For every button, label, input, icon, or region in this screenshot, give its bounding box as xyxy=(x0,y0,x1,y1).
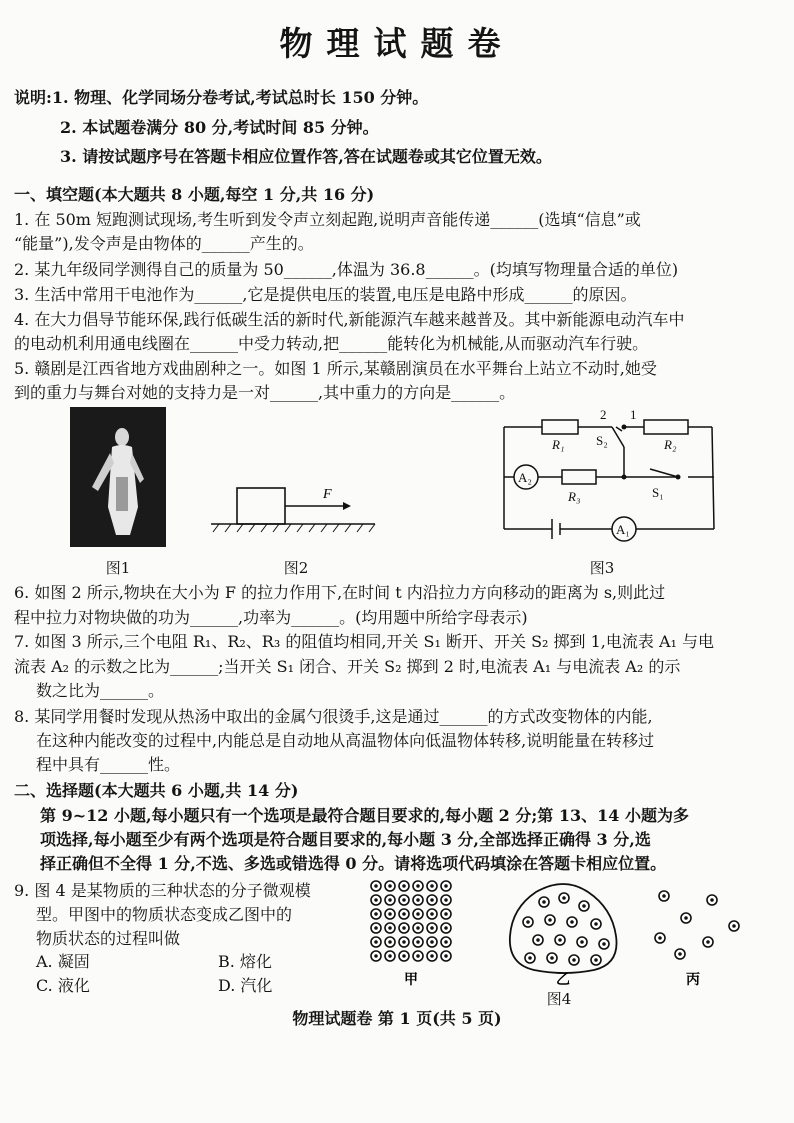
molecule-core xyxy=(526,920,530,924)
q6-line1: 6. 如图 2 所示,物块在大小为 F 的拉力作用下,在时间 t 内沿拉力方向移动的距离为 s,则此过 xyxy=(14,583,666,602)
figure-3-circuit xyxy=(492,405,728,550)
svg-text:R₂: R₂ xyxy=(664,437,677,452)
molecule-core xyxy=(594,958,598,962)
q5-line1: 5. 赣剧是江西省地方戏曲剧种之一。如图 1 所示,某赣剧演员在水平舞台上站立不动时,她受 xyxy=(14,359,657,378)
molecule-core xyxy=(444,954,448,958)
molecule-core xyxy=(374,954,378,958)
svg-text:R₁: R₁ xyxy=(552,437,565,452)
molecule-core xyxy=(444,912,448,916)
q8-line2: 在这种内能改变的过程中,内能总是自动地从高温物体向低温物体转移,说明能量在转移过 xyxy=(36,731,655,750)
q1-line1: 1. 在 50m 短跑测试现场,考生听到发令声立刻起跑,说明声音能传递______(选填“信息”或 xyxy=(14,210,641,229)
molecule-core xyxy=(678,952,682,956)
q7-line1: 7. 如图 3 所示,三个电阻 R₁、R₂、R₃ 的阻值均相同,开关 S₁ 断开、开关 S₂ 掷到 1,电流表 A₁ 与电 xyxy=(14,632,715,651)
molecule-core xyxy=(444,926,448,930)
note-2: 2. 本试题卷满分 80 分,考试时间 85 分钟。 xyxy=(60,118,379,137)
molecule-core xyxy=(402,912,406,916)
molecule-core xyxy=(594,922,598,926)
molecule-core xyxy=(430,898,434,902)
molecule-core xyxy=(388,926,392,930)
molecule-core xyxy=(416,884,420,888)
section2-heading: 二、选择题(本大题共 6 小题,共 14 分) xyxy=(14,781,299,800)
molecule-core xyxy=(416,912,420,916)
molecule-core xyxy=(402,954,406,958)
section2-instructions-1: 第 9~12 小题,每小题只有一个选项是最符合题目要求的,每小题 2 分;第 13、14 小题为多 xyxy=(40,806,689,825)
molecule-core xyxy=(388,884,392,888)
molecule-core xyxy=(430,926,434,930)
svg-text:A₂: A₂ xyxy=(518,470,532,485)
molecule-core xyxy=(374,926,378,930)
fig4-jia: 甲 xyxy=(404,972,418,986)
section2-instructions-2: 项选择,每小题至少有两个选项是符合题目要求的,每小题 3 分,全部选择正确得 3 分,选 xyxy=(40,830,651,849)
molecule-core xyxy=(582,904,586,908)
molecule-core xyxy=(580,940,584,944)
q1-line2: “能量”),发令声是由物体的______产生的。 xyxy=(14,234,314,253)
molecule-core xyxy=(388,940,392,944)
molecule-core xyxy=(658,936,662,940)
section2-instructions-3: 择正确但不全得 1 分,不选、多选或错选得 0 分。请将选项代码填涂在答题卡相应位置。 xyxy=(40,854,667,873)
q7-line3: 数之比为______。 xyxy=(36,681,165,700)
page-footer: 物理试题卷 第 1 页(共 5 页) xyxy=(292,1009,502,1028)
molecule-core xyxy=(430,884,434,888)
q7-line2: 流表 A₂ 的示数之比为______;当开关 S₁ 闭合、开关 S₂ 掷到 2 时,电流表 A₁ 与电流表 A₂ 的示 xyxy=(14,657,681,676)
molecule-core xyxy=(444,884,448,888)
molecule-core xyxy=(710,898,714,902)
q9-line2: 型。甲图中的物质状态变成乙图中的 xyxy=(36,905,293,924)
molecule-core xyxy=(444,940,448,944)
molecule-core xyxy=(402,926,406,930)
molecule-core xyxy=(542,900,546,904)
molecule-core xyxy=(528,956,532,960)
molecule-core xyxy=(402,940,406,944)
fig4-bing: 丙 xyxy=(686,972,700,986)
svg-text:1: 1 xyxy=(630,407,637,422)
q2-line1: 2. 某九年级同学测得自己的质量为 50______,体温为 36.8______。(均填写物理量合适的单位) xyxy=(14,260,679,279)
note-3: 3. 请按试题序号在答题卡相应位置作答,答在试题卷或其它位置无效。 xyxy=(60,147,552,166)
molecule-core xyxy=(558,938,562,942)
option-d: D. 汽化 xyxy=(218,976,273,995)
figure-1-label: 图1 xyxy=(105,559,131,577)
q9-line1: 9. 图 4 是某物质的三种状态的分子微观模 xyxy=(14,881,311,900)
q5-line2: 到的重力与舞台对她的支持力是一对______,其中重力的方向是______。 xyxy=(14,383,516,402)
molecule-core xyxy=(430,954,434,958)
svg-text:A₁: A₁ xyxy=(616,522,630,537)
molecule-core xyxy=(374,940,378,944)
figure-1-photo xyxy=(70,407,166,547)
option-b: B. 熔化 xyxy=(218,952,272,971)
molecule-core xyxy=(536,938,540,942)
q8-line3: 程中具有______性。 xyxy=(36,755,181,774)
molecule-core xyxy=(374,898,378,902)
molecule-core xyxy=(416,926,420,930)
molecule-core xyxy=(548,918,552,922)
svg-text:S₂: S₂ xyxy=(596,433,608,448)
molecule-core xyxy=(550,956,554,960)
q4-line2: 的电动机利用通电线圈在______中受力转动,把______能转化为机械能,从而驱动汽车行驶。 xyxy=(14,334,649,353)
option-a: A. 凝固 xyxy=(36,952,90,971)
molecule-core xyxy=(416,954,420,958)
molecule-core xyxy=(430,940,434,944)
svg-text:R₃: R₃ xyxy=(568,489,581,504)
section1-heading: 一、填空题(本大题共 8 小题,每空 1 分,共 16 分) xyxy=(14,185,375,204)
molecule-core xyxy=(430,912,434,916)
force-label: F xyxy=(323,487,332,502)
molecule-core xyxy=(662,894,666,898)
molecule-core xyxy=(374,912,378,916)
option-c: C. 液化 xyxy=(36,976,90,995)
figure-4-label: 图4 xyxy=(546,990,572,1008)
molecule-core xyxy=(388,954,392,958)
molecule-core xyxy=(684,916,688,920)
molecule-core xyxy=(402,884,406,888)
figure-3-label: 图3 xyxy=(589,559,615,577)
molecule-core xyxy=(572,958,576,962)
molecule-core xyxy=(374,884,378,888)
page-title: 物理试题卷 xyxy=(279,24,515,63)
molecule-core xyxy=(444,898,448,902)
svg-text:2: 2 xyxy=(600,407,607,422)
molecule-core xyxy=(706,940,710,944)
molecule-core xyxy=(416,898,420,902)
note-1: 说明:1. 物理、化学同场分卷考试,考试总时长 150 分钟。 xyxy=(14,88,429,107)
q4-line1: 4. 在大力倡导节能环保,践行低碳生活的新时代,新能源汽车越来越普及。其中新能源电动汽车中 xyxy=(14,310,685,329)
molecule-core xyxy=(570,920,574,924)
q6-line2: 程中拉力对物块做的功为______,功率为______。(均用题中所给字母表示) xyxy=(14,608,528,627)
molecule-core xyxy=(602,942,606,946)
q8-line1: 8. 某同学用餐时发现从热汤中取出的金属勺很烫手,这是通过______的方式改变物体的内能, xyxy=(14,707,653,726)
molecule-core xyxy=(416,940,420,944)
q3-line1: 3. 生活中常用干电池作为______,它是提供电压的装置,电压是电路中形成______的原因。 xyxy=(14,285,637,304)
figure-2-label: 图2 xyxy=(283,559,309,577)
figure-4-molecule-models xyxy=(368,878,758,986)
molecule-core xyxy=(388,898,392,902)
molecule-core xyxy=(732,924,736,928)
figure-2-diagram xyxy=(205,478,385,548)
molecule-core xyxy=(562,896,566,900)
fig4-yi: 乙 xyxy=(556,972,570,986)
q9-line3: 物质状态的过程叫做 xyxy=(36,929,181,948)
molecule-core xyxy=(402,898,406,902)
molecule-core xyxy=(388,912,392,916)
svg-text:S₁: S₁ xyxy=(652,485,664,500)
